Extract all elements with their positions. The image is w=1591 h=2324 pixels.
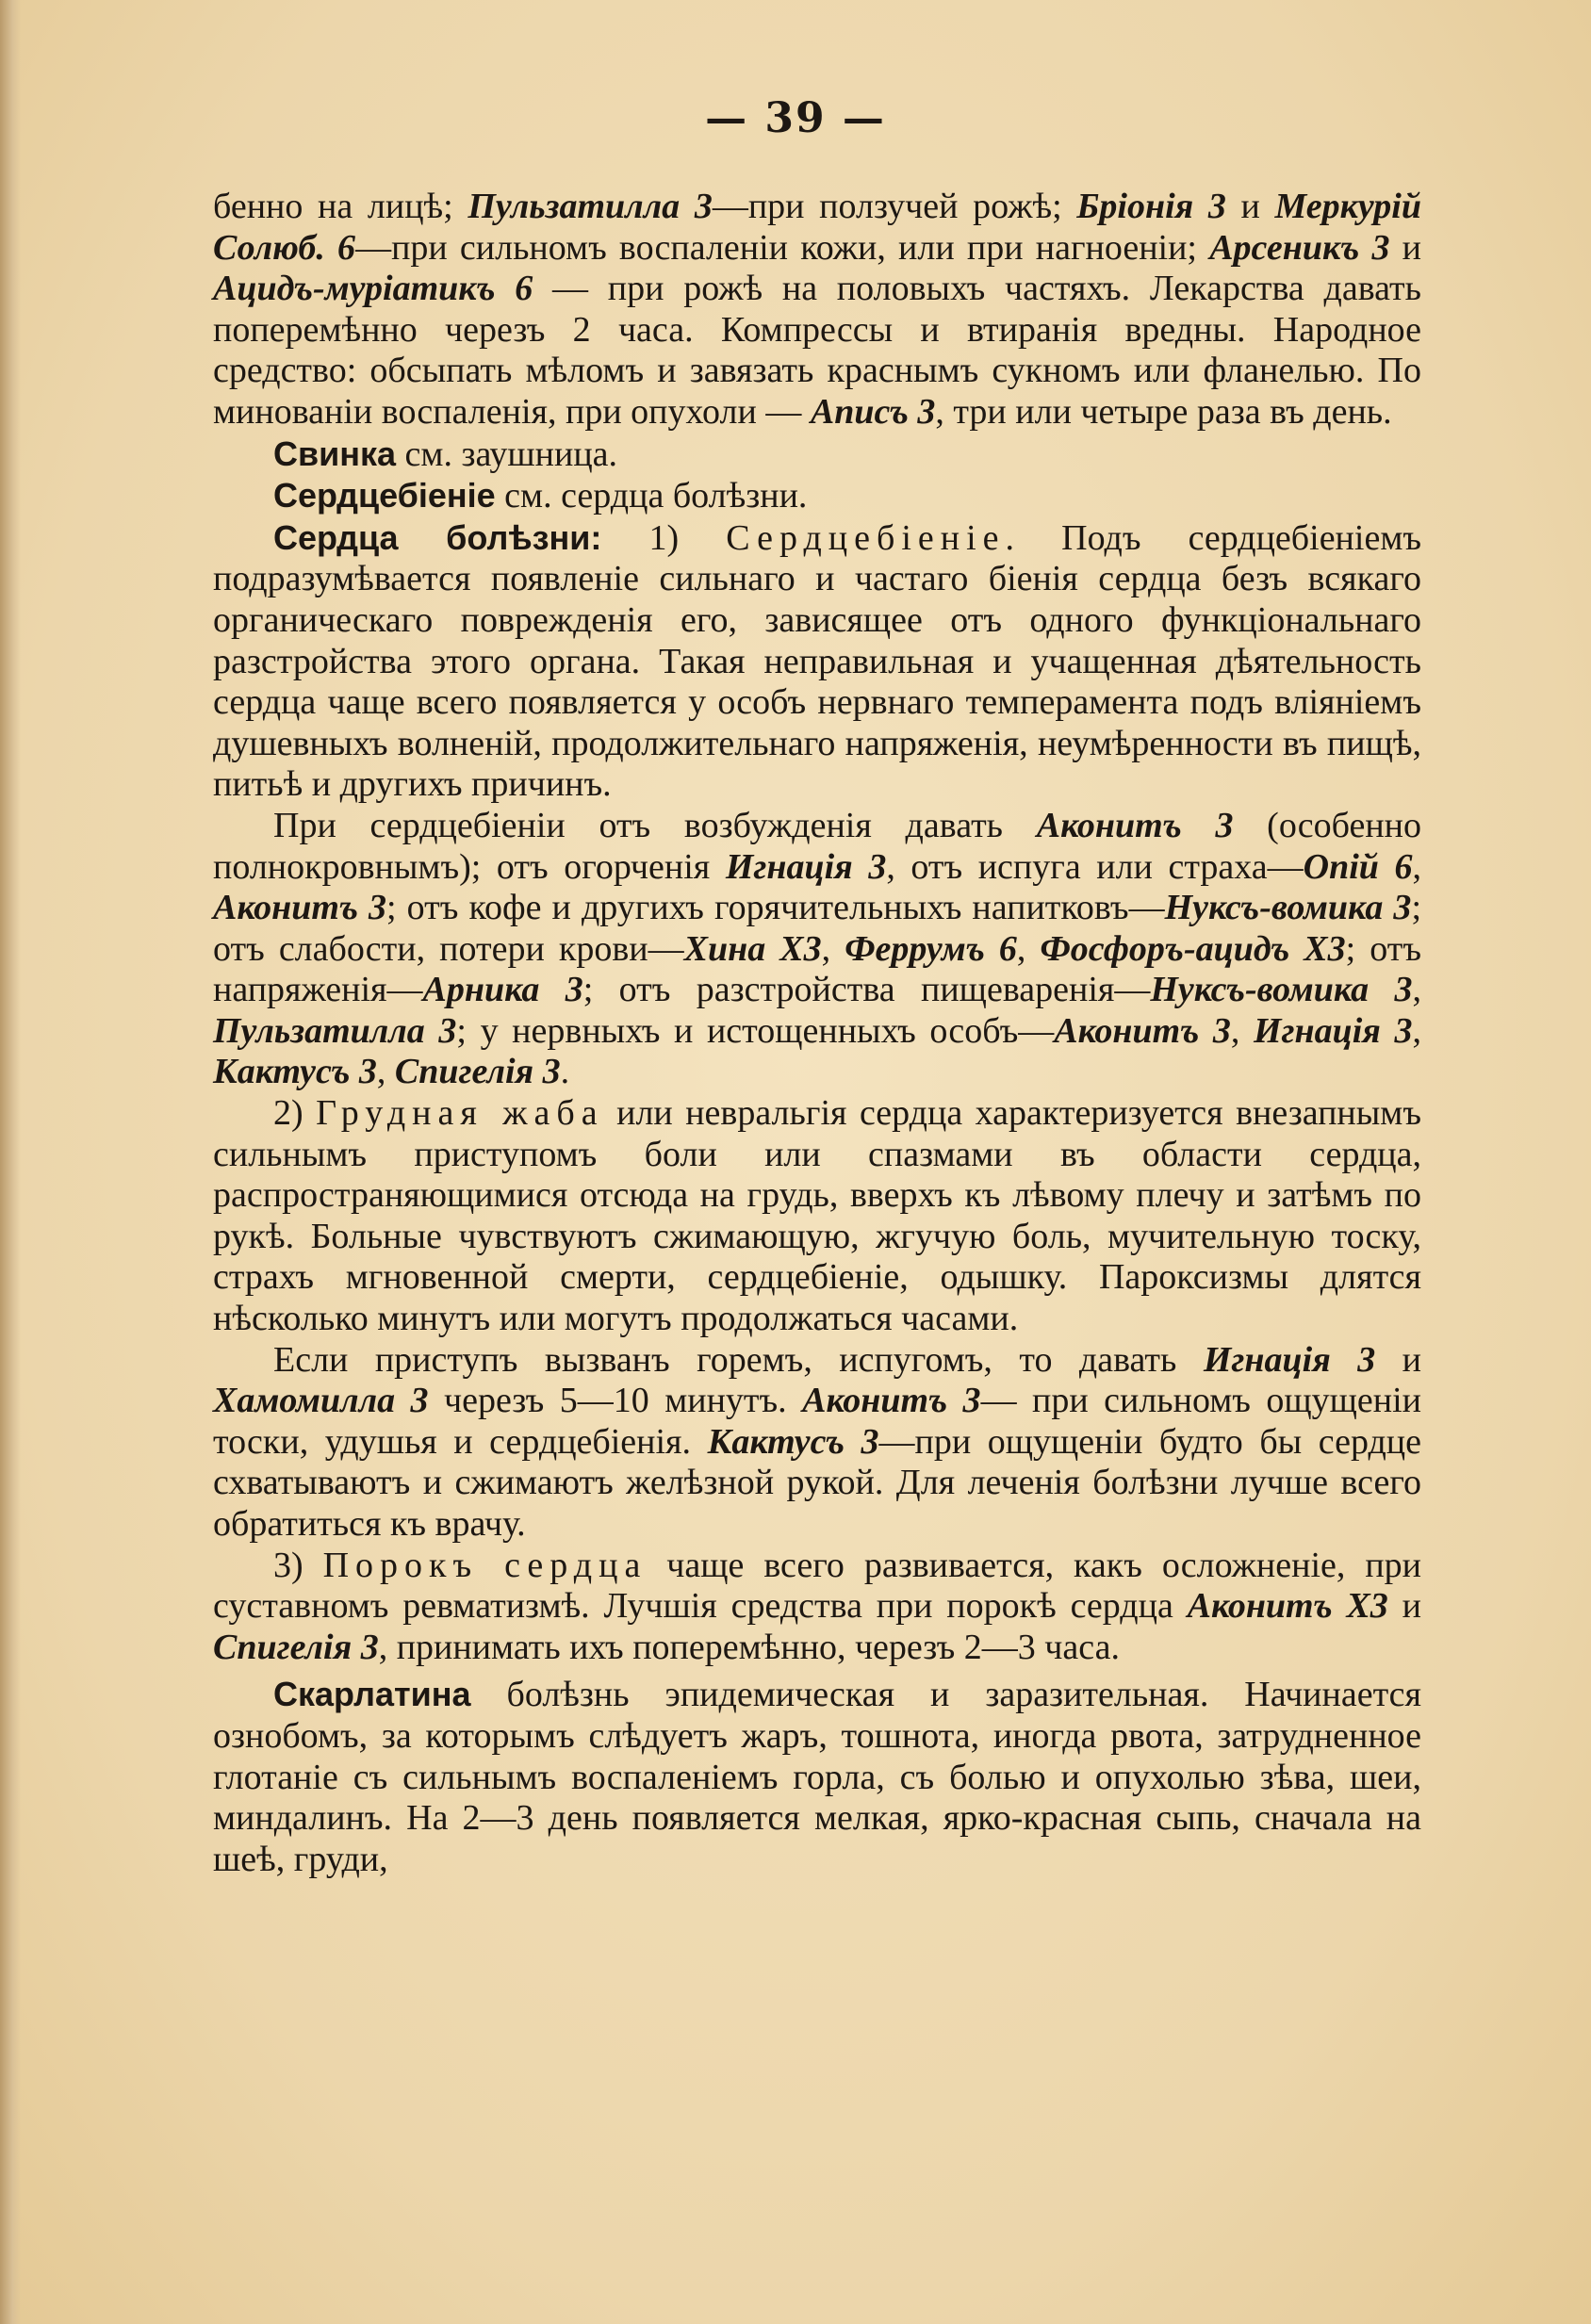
text-span: , (1230, 1010, 1254, 1051)
remedy-name: Спигелія 3 (394, 1052, 561, 1092)
text-span: — при сильномъ ощущеніи тоски, удушья и сердцебіенія. (213, 1381, 1421, 1462)
text-span: . (560, 1052, 570, 1092)
text-span: см. сердца болѣзни. (495, 476, 808, 516)
remedy-name: Аконитъ 3 (1054, 1010, 1231, 1051)
text-span: Если приступъ вызванъ горемъ, испугомъ, то давать (273, 1339, 1204, 1380)
remedy-name: Меркурій Солюб. 6 (213, 187, 1421, 268)
text-span: чаще всего развивается, какъ осложненіе, при суставномъ ревматизмѣ. Лучшія средства при порокѣ сердца (213, 1545, 1421, 1627)
remedy-name: Пульзатилла 3 (213, 1010, 457, 1051)
text-span: , принимать ихъ поперемѣнно, черезъ 2—3 часа. (378, 1627, 1120, 1667)
text-span: 2) (273, 1093, 317, 1134)
entry-heading: Скарлатина (273, 1675, 471, 1714)
paragraph-angina (213, 1093, 1421, 1340)
text-span: , (1016, 928, 1041, 969)
text-span: . Подъ сердцебіеніемъ подразумѣвается появленіе сильнаго и частаго біенія сердца безъ всякаго органическаго поврежденія его, зависящее отъ одного функціональнаго разстройства этого органа. Такая неправильная и учащенная дѣятельность сердца чаще всего появляется у особъ нервнаго темперамента подъ вліяніемъ душевныхъ волненій, продолжительнаго напряженія, неумѣренности въ пищѣ, питьѣ и другихъ причинъ. (213, 517, 1422, 805)
text-span: При сердцебіеніи отъ возбужденія давать (273, 805, 1037, 845)
body-text (213, 187, 1421, 1880)
paragraph-heart-diseases (213, 517, 1421, 806)
entry-heading: Сердцебіеніе (273, 476, 496, 516)
remedy-name: Фосфоръ-ацидъ X3 (1040, 928, 1346, 969)
text-span: , отъ испуга или страха— (886, 846, 1304, 887)
remedy-name: Бріонія 3 (1076, 187, 1226, 226)
paragraph-angina-remedies (213, 1340, 1421, 1546)
remedy-name: Нуксъ-вомика 3 (1164, 888, 1412, 928)
text-span: , (376, 1052, 395, 1092)
remedy-name: Опій 6 (1303, 846, 1413, 887)
remedy-name: Аконитъ 3 (1036, 805, 1234, 845)
text-span: и (1225, 187, 1275, 226)
remedy-name: Хамомилла 3 (213, 1381, 429, 1421)
text-span: ; у нервныхъ и истощенныхъ особъ— (456, 1010, 1055, 1051)
remedy-name: Хина X3 (683, 928, 822, 969)
paragraph-palpitation-remedies (213, 806, 1421, 1093)
text-span: ; отъ слабости, потери крови— (213, 888, 1421, 969)
subsection-heading: Сердцебіеніе (726, 517, 1006, 558)
paragraph-erysipelas-continued (213, 187, 1421, 434)
remedy-name: Аконитъ 3 (802, 1381, 981, 1421)
page-binding-edge (0, 0, 21, 2324)
text-span: —при сильномъ воспаленіи кожи, или при нагноеніи; (355, 227, 1210, 268)
remedy-name: Игнація 3 (1203, 1339, 1376, 1380)
remedy-name: Аконитъ 3 (213, 888, 387, 928)
remedy-name: Игнація 3 (725, 846, 887, 887)
remedy-name: Кактусъ 3 (213, 1052, 377, 1092)
text-span: — при рожѣ на половыхъ частяхъ. Лекарства давать поперемѣнно черезъ 2 часа. Компрессы и втиранія вредны. Народное средство: обсыпать мѣломъ и завязать краснымъ сукномъ или фланелью. По минованіи воспаленія, при опухоли — (213, 269, 1421, 432)
text-span: , (1412, 1010, 1421, 1051)
text-span: и (1387, 1586, 1421, 1627)
remedy-name: Ацидъ-муріатикъ 6 (213, 269, 533, 309)
remedy-name: Феррумъ 6 (845, 928, 1017, 969)
text-span: и (1389, 227, 1421, 268)
remedy-name: Аписъ 3 (810, 391, 936, 432)
text-span: , (821, 928, 845, 969)
text-span: 3) (273, 1545, 323, 1585)
text-span: —при ползучей рожѣ; (712, 187, 1077, 226)
text-span: ; отъ кофе и другихъ горячительныхъ напитковъ— (386, 888, 1165, 928)
remedy-name: Аконитъ X3 (1187, 1586, 1388, 1627)
paragraph-heart-defect (213, 1546, 1421, 1669)
paragraph-scarlet-fever (213, 1674, 1421, 1880)
remedy-name: Арника 3 (422, 970, 583, 1010)
remedy-name: Спигелія 3 (213, 1627, 379, 1667)
remedy-name: Арсеникъ 3 (1209, 227, 1390, 268)
remedy-name: Пульзатилла 3 (467, 187, 713, 226)
text-span: см. заушница. (396, 434, 618, 474)
subsection-heading: Порокъ сердца (322, 1545, 648, 1585)
text-span: или невральгія сердца характеризуется внезапнымъ сильнымъ приступомъ боли или спазмами въ области сердца, распространяющимися отсюда на грудь, вверхъ къ лѣвому плечу и затѣмъ по рукѣ. Больные чувствуютъ сжимающую, жгучую боль, мучительную тоску, страхъ мгновенной смерти, сердцебіеніе, одышку. Пароксизмы длятся нѣсколько минутъ или могутъ продолжаться часами. (213, 1093, 1421, 1339)
remedy-name: Кактусъ 3 (707, 1421, 879, 1462)
page-number: — 39 — (705, 94, 886, 142)
text-span: —при ощущеніи будто бы сердце схватываютъ и сжимаютъ желѣзной рукой. Для леченія болѣзни лучше всего обратиться къ врачу. (213, 1421, 1421, 1544)
text-span: и (1375, 1339, 1422, 1380)
remedy-name: Нуксъ-вомика 3 (1150, 970, 1413, 1010)
entry-heading: Сердца болѣзни: (273, 517, 602, 557)
text-span: болѣзнь эпидемическая и заразительная. Начинается ознобомъ, за которымъ слѣдуетъ жаръ, тошнота, иногда рвота, затрудненное глотаніе съ сильнымъ воспаленіемъ горла, съ болью и опухолью зѣва, шеи, миндалинъ. На 2—3 день появляется мелкая, ярко-красная сыпь, сначала на шеѣ, груди, (213, 1675, 1421, 1879)
text-span: (особенно полнокровнымъ); отъ огорченія (213, 805, 1422, 887)
text-span: ; отъ напряженія— (213, 928, 1422, 1010)
text-span: , три или четыре раза въ день. (935, 391, 1392, 432)
text-span: , (1412, 970, 1421, 1010)
paragraph-svinka (213, 434, 1421, 476)
text-span: ; отъ разстройства пищеваренія— (582, 970, 1151, 1010)
text-span: бенно на лицѣ; (213, 187, 468, 226)
text-span: 1) (601, 517, 727, 558)
text-span: черезъ 5—10 минутъ. (428, 1381, 803, 1421)
remedy-name: Игнація 3 (1253, 1010, 1413, 1051)
text-span: , (1412, 846, 1421, 887)
subsection-heading: Грудная жаба (316, 1093, 604, 1134)
paragraph-palpitation-ref (213, 475, 1421, 517)
entry-heading: Свинка (273, 434, 397, 473)
